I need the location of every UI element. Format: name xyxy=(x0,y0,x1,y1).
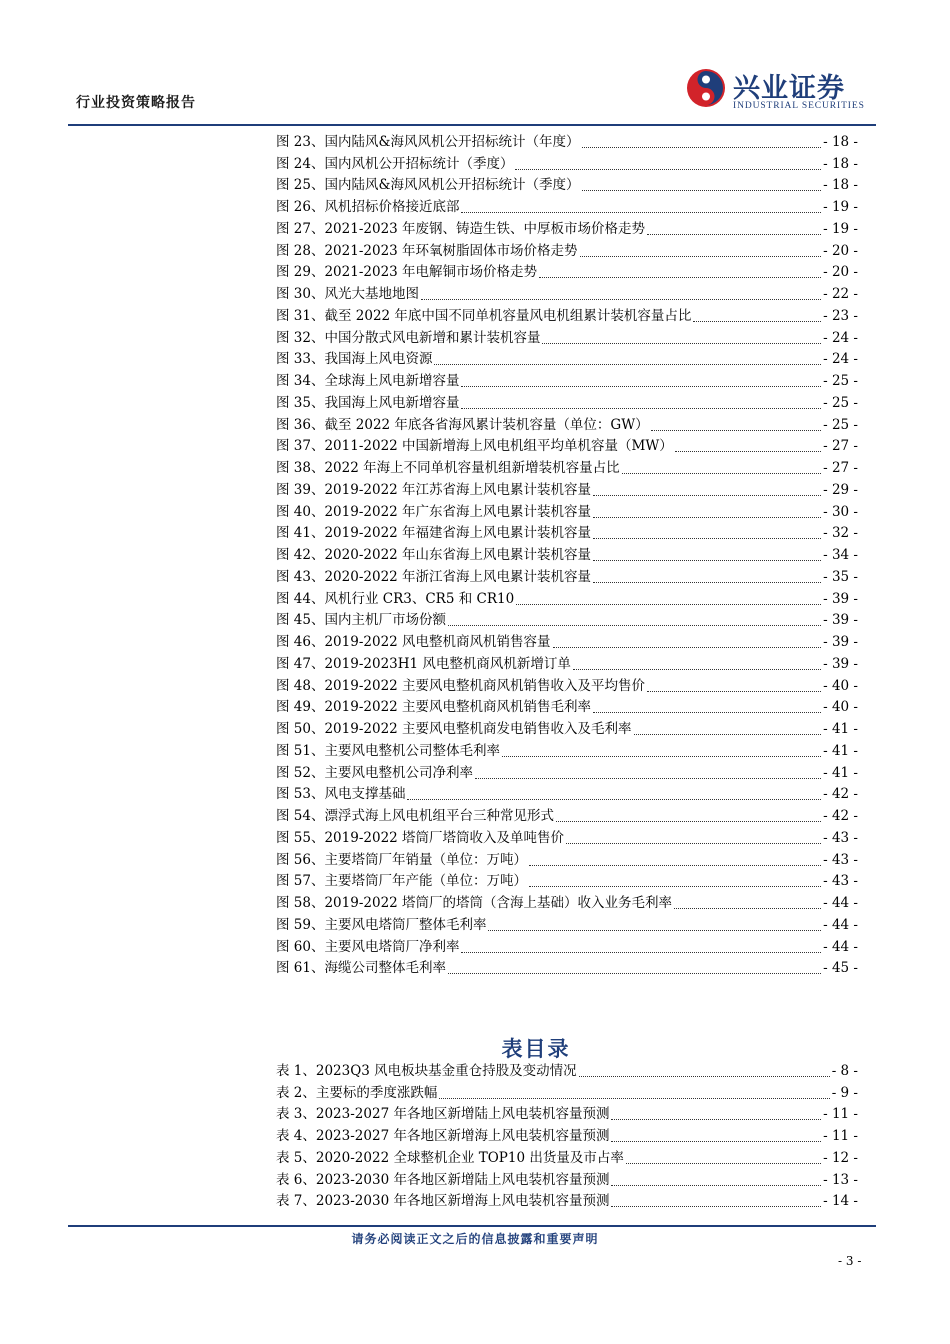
toc-leader-dots xyxy=(582,133,822,148)
toc-entry-page[interactable]: - 11 - xyxy=(823,1106,858,1123)
toc-entry-page[interactable]: - 32 - xyxy=(823,525,858,542)
toc-entry-page[interactable]: - 20 - xyxy=(823,242,858,259)
figure-toc-entry[interactable] xyxy=(276,933,858,955)
toc-entry-page[interactable]: - 43 - xyxy=(823,873,858,890)
toc-entry-page[interactable]: - 12 - xyxy=(823,1149,858,1166)
figure-toc-entry[interactable] xyxy=(276,585,858,607)
toc-entry-label[interactable]: 图 35、我国海上风电新增容量 xyxy=(276,394,460,411)
figure-toc-entry[interactable] xyxy=(276,476,858,498)
logo-english-name: INDUSTRIAL SECURITIES xyxy=(733,101,865,111)
toc-entry-label[interactable]: 图 46、2019-2022 风电整机商风机销售容量 xyxy=(276,634,551,650)
toc-entry-label[interactable]: 图 38、2022 年海上不同单机容量机组新增装机容量占比 xyxy=(276,460,620,476)
toc-entry-page[interactable]: - 40 - xyxy=(823,699,858,716)
toc-entry-label[interactable]: 图 45、国内主机厂市场份额 xyxy=(276,612,446,629)
toc-leader-dots xyxy=(580,242,822,257)
figure-toc-entry[interactable] xyxy=(276,889,858,911)
toc-entry-page[interactable]: - 24 - xyxy=(823,351,858,368)
toc-leader-dots xyxy=(634,720,822,735)
toc-entry-page[interactable]: - 25 - xyxy=(823,416,858,433)
toc-entry-label[interactable]: 表 7、2023-2030 年各地区新增海上风电装机容量预测 xyxy=(276,1193,610,1210)
toc-entry-label[interactable]: 图 36、截至 2022 年底各省海风累计装机容量（单位：GW） xyxy=(276,416,649,433)
footer-divider xyxy=(68,1225,876,1227)
toc-entry-page[interactable]: - 20 - xyxy=(823,264,858,281)
toc-leader-dots xyxy=(611,1171,821,1186)
table-toc-entry[interactable] xyxy=(276,1101,858,1123)
toc-entry-label[interactable]: 图 29、2021-2023 年电解铜市场价格走势 xyxy=(276,264,538,281)
report-category-title: 行业投资策略报告 xyxy=(76,95,196,111)
table-list-heading: 表目录 xyxy=(501,1036,571,1061)
toc-entry-page[interactable]: - 18 - xyxy=(823,177,858,194)
toc-entry-page[interactable]: - 27 - xyxy=(823,438,858,455)
toc-leader-dots xyxy=(461,938,821,953)
toc-entry-label[interactable]: 图 30、风光大基地地图 xyxy=(276,286,419,302)
toc-entry-label[interactable]: 图 49、2019-2022 主要风电整机商风机销售毛利率 xyxy=(276,699,592,716)
toc-entry-page[interactable]: - 43 - xyxy=(823,851,858,868)
toc-entry-page[interactable]: - 22 - xyxy=(823,286,858,302)
figure-toc-entry[interactable] xyxy=(276,411,858,433)
figure-toc-entry[interactable] xyxy=(276,237,858,259)
figure-toc-entry[interactable] xyxy=(276,150,858,172)
figure-toc-entry[interactable] xyxy=(276,541,858,563)
toc-entry-label[interactable]: 图 43、2020-2022 年浙江省海上风电累计装机容量 xyxy=(276,568,592,585)
toc-entry-label[interactable]: 图 40、2019-2022 年广东省海上风电累计装机容量 xyxy=(276,503,592,520)
toc-entry-label[interactable]: 表 3、2023-2027 年各地区新增陆上风电装机容量预测 xyxy=(276,1106,610,1123)
toc-entry-page[interactable]: - 24 - xyxy=(823,329,858,346)
toc-entry-label[interactable]: 图 48、2019-2022 主要风电整机商风机销售收入及平均售价 xyxy=(276,677,646,694)
figure-toc-entry[interactable] xyxy=(276,955,858,977)
toc-entry-page[interactable]: - 44 - xyxy=(823,938,858,955)
toc-entry-label[interactable]: 表 1、2023Q3 风电板块基金重仓持股及变动情况 xyxy=(276,1062,577,1079)
toc-entry-label[interactable]: 图 25、国内陆风&海风风机公开招标统计（季度） xyxy=(276,177,580,194)
toc-leader-dots xyxy=(593,481,821,496)
toc-leader-dots xyxy=(675,437,821,452)
toc-leader-dots xyxy=(542,329,821,344)
toc-leader-dots xyxy=(475,764,821,779)
header-divider xyxy=(68,124,876,126)
toc-leader-dots xyxy=(434,350,821,365)
toc-leader-dots xyxy=(502,742,821,757)
toc-entry-page[interactable]: - 44 - xyxy=(823,895,858,911)
toc-leader-dots xyxy=(593,503,821,518)
toc-leader-dots xyxy=(611,1105,821,1120)
toc-entry-page[interactable]: - 9 - xyxy=(831,1084,858,1101)
toc-entry-label[interactable]: 表 2、主要标的季度涨跌幅 xyxy=(276,1084,438,1101)
toc-entry-label[interactable]: 图 59、主要风电塔筒厂整体毛利率 xyxy=(276,916,487,933)
toc-entry-page[interactable]: - 41 - xyxy=(823,764,858,781)
table-toc-entry[interactable] xyxy=(276,1079,858,1101)
toc-entry-page[interactable]: - 19 - xyxy=(823,220,858,237)
toc-entry-page[interactable]: - 45 - xyxy=(823,960,858,977)
disclaimer-text: 请务必阅读正文之后的信息披露和重要声明 xyxy=(351,1232,599,1246)
company-logo xyxy=(686,66,876,116)
figure-toc-entry[interactable] xyxy=(276,868,858,890)
toc-entry-page[interactable]: - 29 - xyxy=(823,481,858,498)
toc-leader-dots xyxy=(593,524,821,539)
toc-leader-dots xyxy=(461,198,821,213)
toc-entry-label[interactable]: 表 4、2023-2027 年各地区新增海上风电装机容量预测 xyxy=(276,1128,610,1144)
figure-toc-entry[interactable] xyxy=(276,389,858,411)
table-toc-entry[interactable] xyxy=(276,1166,858,1188)
toc-entry-label[interactable]: 图 52、主要风电整机公司净利率 xyxy=(276,764,473,781)
logo-emblem-icon xyxy=(686,68,726,108)
figure-toc-entry[interactable] xyxy=(276,520,858,542)
toc-leader-dots xyxy=(556,807,821,822)
toc-leader-dots xyxy=(693,307,821,322)
toc-entry-label[interactable]: 表 6、2023-2030 年各地区新增陆上风电装机容量预测 xyxy=(276,1171,610,1188)
toc-entry-label[interactable]: 图 53、风电支撑基础 xyxy=(276,786,406,803)
disclaimer-notice xyxy=(0,1230,950,1247)
toc-leader-dots xyxy=(448,959,821,974)
toc-leader-dots xyxy=(626,1149,821,1164)
figure-toc-entry[interactable] xyxy=(276,824,858,846)
figure-list xyxy=(276,128,858,976)
figure-toc-entry[interactable] xyxy=(276,433,858,455)
figure-toc-entry[interactable] xyxy=(276,563,858,585)
toc-entry-page[interactable]: - 13 - xyxy=(823,1171,858,1188)
toc-leader-dots xyxy=(651,416,822,431)
toc-entry-label[interactable]: 图 57、主要塔筒厂年产能（单位：万吨） xyxy=(276,873,527,890)
toc-entry-page[interactable]: - 8 - xyxy=(831,1062,858,1079)
figure-toc-entry[interactable] xyxy=(276,193,858,215)
toc-leader-dots xyxy=(573,655,821,670)
figure-toc-entry[interactable] xyxy=(276,128,858,150)
toc-entry-label[interactable]: 图 41、2019-2022 年福建省海上风电累计装机容量 xyxy=(276,525,592,542)
figure-toc-entry[interactable] xyxy=(276,454,858,476)
toc-entry-label[interactable]: 图 58、2019-2022 塔筒厂的塔筒（含海上基础）收入业务毛利率 xyxy=(276,895,673,911)
figure-toc-entry[interactable] xyxy=(276,367,858,389)
table-toc-entry[interactable] xyxy=(276,1122,858,1144)
figure-toc-entry[interactable] xyxy=(276,259,858,281)
table-list xyxy=(276,1057,858,1209)
toc-entry-page[interactable]: - 30 - xyxy=(823,503,858,520)
toc-entry-page[interactable]: - 42 - xyxy=(823,808,858,824)
toc-leader-dots xyxy=(647,220,821,235)
figure-toc-entry[interactable] xyxy=(276,781,858,803)
toc-leader-dots xyxy=(611,1127,821,1142)
toc-entry-label[interactable]: 图 55、2019-2022 塔筒厂塔筒收入及单吨售价 xyxy=(276,829,565,846)
toc-leader-dots xyxy=(553,633,822,648)
toc-entry-label[interactable]: 图 51、主要风电整机公司整体毛利率 xyxy=(276,742,500,759)
figure-toc-entry[interactable] xyxy=(276,607,858,629)
toc-entry-page[interactable]: - 27 - xyxy=(823,460,858,476)
toc-leader-dots xyxy=(579,1062,830,1077)
toc-entry-page[interactable]: - 39 - xyxy=(823,655,858,672)
toc-entry-page[interactable]: - 23 - xyxy=(823,307,858,324)
toc-entry-label[interactable]: 图 54、漂浮式海上风电机组平台三种常见形式 xyxy=(276,808,554,824)
toc-leader-dots xyxy=(582,176,822,191)
toc-entry-label[interactable]: 图 33、我国海上风电资源 xyxy=(276,351,433,368)
figure-toc-entry[interactable] xyxy=(276,215,858,237)
figure-toc-entry[interactable] xyxy=(276,324,858,346)
toc-entry-page[interactable]: - 18 - xyxy=(823,133,858,150)
figure-toc-entry[interactable] xyxy=(276,650,858,672)
toc-entry-label[interactable]: 图 34、全球海上风电新增容量 xyxy=(276,373,460,389)
figure-toc-entry[interactable] xyxy=(276,715,858,737)
toc-entry-label[interactable]: 图 50、2019-2022 主要风电整机商发电销售收入及毛利率 xyxy=(276,721,632,737)
toc-entry-label[interactable]: 表 5、2020-2022 全球整机企业 TOP10 出货量及市占率 xyxy=(276,1149,624,1166)
toc-entry-label[interactable]: 图 39、2019-2022 年江苏省海上风电累计装机容量 xyxy=(276,481,592,498)
toc-leader-dots xyxy=(515,155,821,170)
toc-entry-label[interactable]: 图 23、国内陆风&海风风机公开招标统计（年度） xyxy=(276,133,580,150)
figure-toc-entry[interactable] xyxy=(276,172,858,194)
toc-entry-page[interactable]: - 41 - xyxy=(823,721,858,737)
figure-toc-entry[interactable] xyxy=(276,846,858,868)
toc-entry-label[interactable]: 图 31、截至 2022 年底中国不同单机容量风电机组累计装机容量占比 xyxy=(276,307,692,324)
toc-entry-label[interactable]: 图 44、风机行业 CR3、CR5 和 CR10 xyxy=(276,590,515,607)
toc-entry-page[interactable]: - 25 - xyxy=(823,373,858,389)
toc-leader-dots xyxy=(529,851,821,866)
toc-leader-dots xyxy=(488,916,821,931)
toc-leader-dots xyxy=(461,372,821,387)
toc-leader-dots xyxy=(622,459,821,474)
toc-entry-label[interactable]: 图 47、2019-2023H1 风电整机商风机新增订单 xyxy=(276,655,571,672)
figure-toc-entry[interactable] xyxy=(276,302,858,324)
table-toc-entry[interactable] xyxy=(276,1188,858,1210)
toc-entry-page[interactable]: - 39 - xyxy=(823,612,858,629)
toc-leader-dots xyxy=(407,785,821,800)
table-toc-entry[interactable] xyxy=(276,1144,858,1166)
logo-chinese-name: 兴业证券 xyxy=(733,73,845,104)
figure-toc-entry[interactable] xyxy=(276,911,858,933)
toc-leader-dots xyxy=(448,611,821,626)
figure-toc-entry[interactable] xyxy=(276,759,858,781)
toc-leader-dots xyxy=(647,677,821,692)
toc-entry-page[interactable]: - 19 - xyxy=(823,199,858,215)
toc-entry-page[interactable]: - 11 - xyxy=(823,1128,858,1144)
toc-entry-page[interactable]: - 43 - xyxy=(823,829,858,846)
toc-entry-page[interactable]: - 18 - xyxy=(823,155,858,172)
toc-leader-dots xyxy=(566,829,821,844)
toc-leader-dots xyxy=(529,872,821,887)
toc-leader-dots xyxy=(593,546,821,561)
toc-entry-label[interactable]: 图 28、2021-2023 年环氧树脂固体市场价格走势 xyxy=(276,242,578,259)
figure-toc-entry[interactable] xyxy=(276,802,858,824)
toc-entry-page[interactable]: - 14 - xyxy=(823,1193,858,1210)
figure-toc-entry[interactable] xyxy=(276,628,858,650)
toc-entry-label[interactable]: 图 56、主要塔筒厂年销量（单位：万吨） xyxy=(276,851,527,868)
toc-leader-dots xyxy=(674,894,821,909)
toc-leader-dots xyxy=(439,1084,829,1099)
page-number: - 3 - xyxy=(838,1254,862,1268)
toc-entry-label[interactable]: 图 26、风机招标价格接近底部 xyxy=(276,199,460,215)
toc-entry-label[interactable]: 图 27、2021-2023 年废钢、铸造生铁、中厚板市场价格走势 xyxy=(276,220,646,237)
figure-toc-entry[interactable] xyxy=(276,694,858,716)
toc-leader-dots xyxy=(593,568,821,583)
toc-leader-dots xyxy=(611,1192,821,1207)
toc-leader-dots xyxy=(593,698,821,713)
figure-toc-entry[interactable] xyxy=(276,346,858,368)
figure-toc-entry[interactable] xyxy=(276,280,858,302)
toc-leader-dots xyxy=(539,263,821,278)
toc-entry-page[interactable]: - 44 - xyxy=(823,916,858,933)
figure-toc-entry[interactable] xyxy=(276,498,858,520)
toc-entry-page[interactable]: - 39 - xyxy=(823,590,858,607)
toc-leader-dots xyxy=(461,394,821,409)
figure-toc-entry[interactable] xyxy=(276,672,858,694)
toc-entry-label[interactable]: 图 42、2020-2022 年山东省海上风电累计装机容量 xyxy=(276,547,592,563)
toc-entry-page[interactable]: - 39 - xyxy=(823,634,858,650)
table-toc-entry[interactable] xyxy=(276,1057,858,1079)
toc-entry-label[interactable]: 图 24、国内风机公开招标统计（季度） xyxy=(276,155,514,172)
toc-entry-page[interactable]: - 35 - xyxy=(823,568,858,585)
toc-entry-page[interactable]: - 42 - xyxy=(823,786,858,803)
toc-entry-label[interactable]: 图 60、主要风电塔筒厂净利率 xyxy=(276,938,460,955)
toc-entry-label[interactable]: 图 37、2011-2022 中国新增海上风电机组平均单机容量（MW） xyxy=(276,438,673,455)
figure-toc-entry[interactable] xyxy=(276,737,858,759)
toc-leader-dots xyxy=(516,590,821,605)
toc-entry-page[interactable]: - 34 - xyxy=(823,547,858,563)
toc-leader-dots xyxy=(421,285,821,300)
toc-entry-page[interactable]: - 25 - xyxy=(823,394,858,411)
toc-entry-page[interactable]: - 41 - xyxy=(823,742,858,759)
toc-entry-label[interactable]: 图 32、中国分散式风电新增和累计装机容量 xyxy=(276,329,541,346)
toc-entry-page[interactable]: - 40 - xyxy=(823,677,858,694)
toc-entry-label[interactable]: 图 61、海缆公司整体毛利率 xyxy=(276,960,446,977)
